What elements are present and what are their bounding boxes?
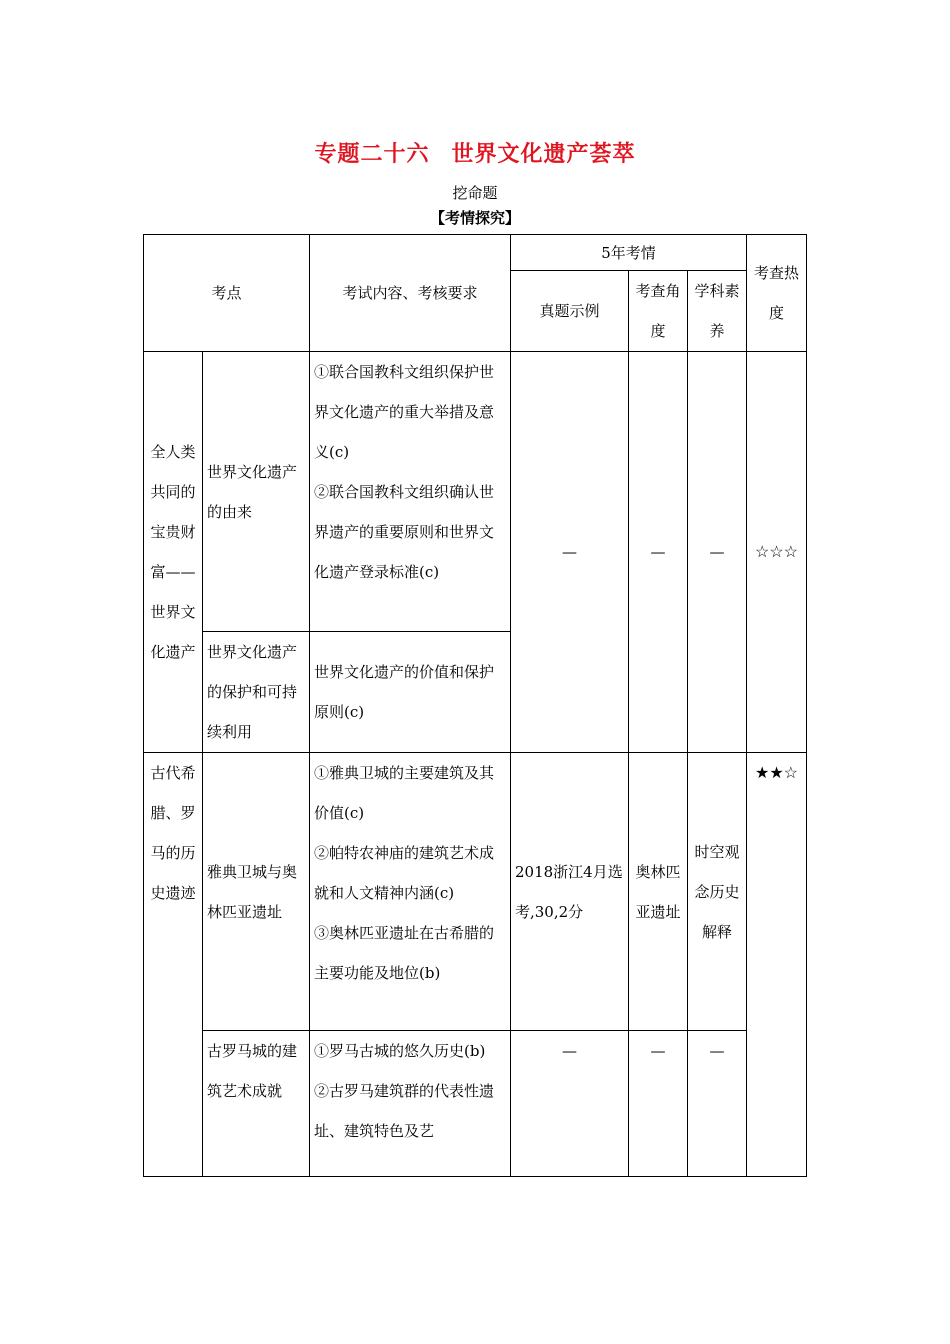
content-item: ①联合国教科文组织保护世界文化遗产的重大举措及意义(c) (314, 363, 495, 461)
subtopic-cell: 世界文化遗产的保护和可持续利用 (203, 632, 310, 753)
content-cell (310, 753, 511, 1031)
subtopic-cell: 古罗马城的建筑艺术成就 (203, 1031, 310, 1177)
header-heat: 考查热度 (747, 235, 807, 352)
exam-analysis-table (143, 234, 807, 1177)
content-item: ②古罗马建筑群的代表性遗址、建筑特色及艺 (314, 1082, 495, 1140)
page-title: 专题二十六 世界文化遗产荟萃 (314, 142, 636, 167)
content-cell (310, 352, 511, 632)
content-item: ①罗马古城的悠久历史(b) (314, 1042, 486, 1060)
content-item: ①雅典卫城的主要建筑及其价值(c) (314, 764, 495, 822)
subtitle: 挖命题 (452, 184, 498, 202)
section-heading: 【考情探究】 (429, 209, 520, 227)
literacy-cell: — (688, 352, 747, 753)
header-five-year: 5年考情 (511, 235, 747, 271)
header-example: 真题示例 (511, 271, 629, 352)
header-angle: 考查角度 (629, 271, 688, 352)
topic-cell: 古代希腊、罗马的历史遗迹 (144, 753, 203, 1177)
topic-cell: 全人类共同的宝贵财富——世界文化遗产 (144, 352, 203, 753)
example-cell: 2018浙江4月选考,30,2分 (511, 753, 629, 1031)
content-item: ③奥林匹亚遗址在古希腊的主要功能及地位(b) (314, 924, 495, 982)
angle-cell: — (629, 352, 688, 753)
content-cell: 世界文化遗产的价值和保护原则(c) (310, 632, 511, 753)
example-cell: — (511, 352, 629, 753)
example-cell: — (511, 1031, 629, 1177)
content-item: ②帕特农神庙的建筑艺术成就和人文精神内涵(c) (314, 844, 495, 902)
content-item: ②联合国教科文组织确认世界遗产的重要原则和世界文化遗产登录标准(c) (314, 483, 495, 581)
heat-rating: ☆☆☆ (747, 352, 807, 753)
subtopic-cell: 雅典卫城与奥林匹亚遗址 (203, 753, 310, 1031)
literacy-cell: — (688, 1031, 747, 1177)
angle-cell: — (629, 1031, 688, 1177)
angle-cell: 奥林匹亚遗址 (629, 753, 688, 1031)
literacy-cell: 时空观念历史解释 (688, 753, 747, 1031)
header-content: 考试内容、考核要求 (310, 235, 511, 352)
header-literacy: 学科素养 (688, 271, 747, 352)
heat-rating: ★★☆ (747, 753, 807, 1177)
content-cell (310, 1031, 511, 1177)
subtopic-cell: 世界文化遗产的由来 (203, 352, 310, 632)
header-kaodian: 考点 (144, 235, 310, 352)
